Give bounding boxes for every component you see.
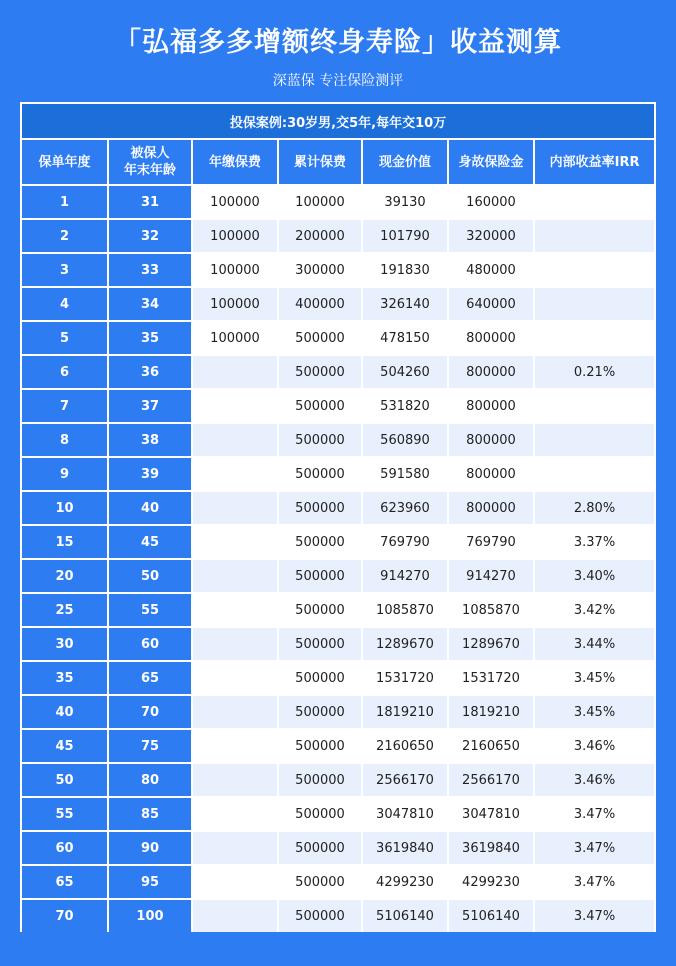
col-policy-year-cell: 10 — [22, 491, 108, 525]
col-cash-value-cell: 531820 — [362, 389, 448, 423]
table-row — [22, 661, 654, 695]
table-row — [22, 729, 654, 763]
col-death-benefit-cell: 160000 — [448, 185, 534, 219]
col-insured-age-cell: 39 — [108, 457, 192, 491]
table-body — [22, 185, 654, 932]
col-annual-premium-cell — [192, 729, 278, 763]
col-cash-value-cell: 1085870 — [362, 593, 448, 627]
col-policy-year-cell: 6 — [22, 355, 108, 389]
col-annual-premium-cell — [192, 661, 278, 695]
table-row — [22, 627, 654, 661]
col-insured-age-cell: 95 — [108, 865, 192, 899]
col-irr-cell — [534, 457, 654, 491]
case-row — [22, 104, 654, 139]
col-annual-premium-cell — [192, 899, 278, 932]
col-policy-year-cell: 70 — [22, 899, 108, 932]
col-death-benefit-cell: 3047810 — [448, 797, 534, 831]
col-policy-year-cell: 20 — [22, 559, 108, 593]
col-irr-cell — [534, 185, 654, 219]
col-insured-age-cell: 32 — [108, 219, 192, 253]
table-row — [22, 525, 654, 559]
col-cash-value-cell: 3619840 — [362, 831, 448, 865]
col-cash-value-cell: 1531720 — [362, 661, 448, 695]
col-death-benefit-cell: 800000 — [448, 389, 534, 423]
col-cash-value-cell: 478150 — [362, 321, 448, 355]
col-total-premium-cell: 500000 — [278, 695, 362, 729]
col-insured-age-cell: 100 — [108, 899, 192, 932]
col-insured-age-header — [108, 139, 192, 185]
header-label-line1: 内部收益率IRR — [549, 154, 640, 170]
col-insured-age-cell: 33 — [108, 253, 192, 287]
col-irr-cell: 3.45% — [534, 661, 654, 695]
table-row — [22, 763, 654, 797]
col-policy-year-cell: 50 — [22, 763, 108, 797]
col-irr-cell: 3.46% — [534, 729, 654, 763]
col-death-benefit-header — [448, 139, 534, 185]
col-total-premium-cell: 500000 — [278, 763, 362, 797]
col-cash-value-cell: 504260 — [362, 355, 448, 389]
col-policy-year-cell: 4 — [22, 287, 108, 321]
col-death-benefit-cell: 800000 — [448, 491, 534, 525]
col-irr-cell: 3.47% — [534, 797, 654, 831]
col-irr-cell: 3.47% — [534, 865, 654, 899]
col-death-benefit-cell: 769790 — [448, 525, 534, 559]
col-cash-value-cell: 1289670 — [362, 627, 448, 661]
col-death-benefit-cell: 1085870 — [448, 593, 534, 627]
col-death-benefit-cell: 2566170 — [448, 763, 534, 797]
col-annual-premium-cell — [192, 355, 278, 389]
col-policy-year-cell: 30 — [22, 627, 108, 661]
col-policy-year-cell: 60 — [22, 831, 108, 865]
col-total-premium-cell: 500000 — [278, 865, 362, 899]
col-cash-value-cell: 769790 — [362, 525, 448, 559]
table-row — [22, 559, 654, 593]
col-irr-cell — [534, 321, 654, 355]
col-death-benefit-cell: 640000 — [448, 287, 534, 321]
col-total-premium-cell: 200000 — [278, 219, 362, 253]
col-policy-year-cell: 45 — [22, 729, 108, 763]
col-total-premium-cell: 400000 — [278, 287, 362, 321]
col-total-premium-cell: 500000 — [278, 831, 362, 865]
col-annual-premium-cell: 100000 — [192, 321, 278, 355]
col-insured-age-cell: 36 — [108, 355, 192, 389]
col-death-benefit-cell: 1531720 — [448, 661, 534, 695]
case-label: 投保案例:30岁男,交5年,每年交10万 — [22, 104, 654, 139]
table-row — [22, 185, 654, 219]
header-label-line1: 现金价值 — [378, 154, 431, 170]
col-policy-year-cell: 55 — [22, 797, 108, 831]
col-annual-premium-cell — [192, 797, 278, 831]
col-cash-value-cell: 39130 — [362, 185, 448, 219]
header-label-line1: 被保人 — [130, 146, 170, 161]
col-policy-year-cell: 35 — [22, 661, 108, 695]
col-cash-value-header — [362, 139, 448, 185]
col-total-premium-cell: 500000 — [278, 593, 362, 627]
col-cash-value-cell: 101790 — [362, 219, 448, 253]
col-death-benefit-cell: 800000 — [448, 457, 534, 491]
header-label-line1: 年缴保费 — [208, 154, 261, 170]
table-row — [22, 457, 654, 491]
table-panel — [20, 102, 656, 932]
col-cash-value-cell: 914270 — [362, 559, 448, 593]
col-total-premium-cell: 500000 — [278, 627, 362, 661]
table-row — [22, 593, 654, 627]
col-death-benefit-cell: 1819210 — [448, 695, 534, 729]
col-cash-value-cell: 191830 — [362, 253, 448, 287]
table-row — [22, 797, 654, 831]
table-row — [22, 219, 654, 253]
col-policy-year-cell: 3 — [22, 253, 108, 287]
table-row — [22, 253, 654, 287]
col-death-benefit-cell: 800000 — [448, 423, 534, 457]
col-irr-cell — [534, 287, 654, 321]
col-cash-value-cell: 4299230 — [362, 865, 448, 899]
col-annual-premium-header — [192, 139, 278, 185]
col-irr-cell: 2.80% — [534, 491, 654, 525]
col-insured-age-cell: 90 — [108, 831, 192, 865]
col-total-premium-header — [278, 139, 362, 185]
col-death-benefit-cell: 914270 — [448, 559, 534, 593]
col-insured-age-cell: 40 — [108, 491, 192, 525]
col-policy-year-header — [22, 139, 108, 185]
col-policy-year-cell: 65 — [22, 865, 108, 899]
col-irr-cell: 3.37% — [534, 525, 654, 559]
col-death-benefit-cell: 3619840 — [448, 831, 534, 865]
col-annual-premium-cell — [192, 457, 278, 491]
col-insured-age-cell: 35 — [108, 321, 192, 355]
col-irr-cell — [534, 389, 654, 423]
col-death-benefit-cell: 4299230 — [448, 865, 534, 899]
table-row — [22, 287, 654, 321]
col-policy-year-cell: 25 — [22, 593, 108, 627]
col-irr-header — [534, 139, 654, 185]
table-row — [22, 389, 654, 423]
col-cash-value-cell: 623960 — [362, 491, 448, 525]
col-death-benefit-cell: 800000 — [448, 321, 534, 355]
col-annual-premium-cell — [192, 627, 278, 661]
col-death-benefit-cell: 480000 — [448, 253, 534, 287]
col-cash-value-cell: 326140 — [362, 287, 448, 321]
col-irr-cell — [534, 253, 654, 287]
col-annual-premium-cell — [192, 525, 278, 559]
page-title: 「弘福多多增额终身寿险」收益测算 — [114, 27, 562, 58]
col-insured-age-cell: 55 — [108, 593, 192, 627]
col-policy-year-cell: 40 — [22, 695, 108, 729]
table-row — [22, 321, 654, 355]
col-total-premium-cell: 500000 — [278, 525, 362, 559]
col-annual-premium-cell — [192, 695, 278, 729]
col-total-premium-cell: 100000 — [278, 185, 362, 219]
table-row — [22, 423, 654, 457]
table-row — [22, 899, 654, 932]
col-death-benefit-cell: 1289670 — [448, 627, 534, 661]
col-cash-value-cell: 2566170 — [362, 763, 448, 797]
col-insured-age-cell: 70 — [108, 695, 192, 729]
table-row — [22, 355, 654, 389]
col-insured-age-cell: 65 — [108, 661, 192, 695]
col-irr-cell: 3.46% — [534, 763, 654, 797]
header-label-line1: 保单年度 — [38, 154, 91, 170]
col-annual-premium-cell — [192, 865, 278, 899]
col-cash-value-cell: 3047810 — [362, 797, 448, 831]
col-insured-age-cell: 31 — [108, 185, 192, 219]
table-row — [22, 865, 654, 899]
header-label-line2: 年末年龄 — [123, 163, 176, 178]
col-irr-cell: 3.42% — [534, 593, 654, 627]
col-annual-premium-cell — [192, 423, 278, 457]
col-total-premium-cell: 500000 — [278, 321, 362, 355]
header-label-line1: 身故保险金 — [458, 154, 524, 170]
col-policy-year-cell: 15 — [22, 525, 108, 559]
col-annual-premium-cell — [192, 763, 278, 797]
col-annual-premium-cell — [192, 559, 278, 593]
col-annual-premium-cell: 100000 — [192, 185, 278, 219]
col-policy-year-cell: 2 — [22, 219, 108, 253]
col-insured-age-cell: 75 — [108, 729, 192, 763]
col-annual-premium-cell — [192, 389, 278, 423]
col-total-premium-cell: 500000 — [278, 797, 362, 831]
col-cash-value-cell: 591580 — [362, 457, 448, 491]
col-total-premium-cell: 300000 — [278, 253, 362, 287]
col-annual-premium-cell — [192, 593, 278, 627]
table-row — [22, 491, 654, 525]
col-insured-age-cell: 38 — [108, 423, 192, 457]
col-annual-premium-cell — [192, 831, 278, 865]
col-annual-premium-cell: 100000 — [192, 287, 278, 321]
col-irr-cell: 0.21% — [534, 355, 654, 389]
col-death-benefit-cell: 5106140 — [448, 899, 534, 932]
page-subtitle: 深蓝保 专注保险测评 — [272, 73, 404, 89]
col-irr-cell: 3.45% — [534, 695, 654, 729]
col-death-benefit-cell: 320000 — [448, 219, 534, 253]
col-irr-cell: 3.47% — [534, 831, 654, 865]
col-death-benefit-cell: 800000 — [448, 355, 534, 389]
col-insured-age-cell: 45 — [108, 525, 192, 559]
col-death-benefit-cell: 2160650 — [448, 729, 534, 763]
col-total-premium-cell: 500000 — [278, 729, 362, 763]
col-irr-cell: 3.47% — [534, 899, 654, 932]
col-insured-age-cell: 34 — [108, 287, 192, 321]
col-policy-year-cell: 7 — [22, 389, 108, 423]
col-insured-age-cell: 37 — [108, 389, 192, 423]
col-annual-premium-cell — [192, 491, 278, 525]
col-annual-premium-cell: 100000 — [192, 253, 278, 287]
col-cash-value-cell: 1819210 — [362, 695, 448, 729]
col-policy-year-cell: 9 — [22, 457, 108, 491]
col-total-premium-cell: 500000 — [278, 661, 362, 695]
col-total-premium-cell: 500000 — [278, 457, 362, 491]
col-insured-age-cell: 85 — [108, 797, 192, 831]
col-insured-age-cell: 60 — [108, 627, 192, 661]
col-total-premium-cell: 500000 — [278, 389, 362, 423]
col-irr-cell: 3.44% — [534, 627, 654, 661]
col-irr-cell: 3.40% — [534, 559, 654, 593]
col-total-premium-cell: 500000 — [278, 355, 362, 389]
col-total-premium-cell: 500000 — [278, 559, 362, 593]
col-irr-cell — [534, 219, 654, 253]
header-label-line1: 累计保费 — [293, 154, 346, 170]
col-cash-value-cell: 2160650 — [362, 729, 448, 763]
table-row — [22, 831, 654, 865]
table-row — [22, 695, 654, 729]
col-total-premium-cell: 500000 — [278, 899, 362, 932]
header-row — [22, 139, 654, 185]
col-total-premium-cell: 500000 — [278, 423, 362, 457]
col-insured-age-cell: 50 — [108, 559, 192, 593]
col-policy-year-cell: 8 — [22, 423, 108, 457]
col-cash-value-cell: 560890 — [362, 423, 448, 457]
col-cash-value-cell: 5106140 — [362, 899, 448, 932]
col-annual-premium-cell: 100000 — [192, 219, 278, 253]
col-irr-cell — [534, 423, 654, 457]
irr-table — [22, 104, 654, 932]
col-policy-year-cell: 5 — [22, 321, 108, 355]
col-policy-year-cell: 1 — [22, 185, 108, 219]
col-insured-age-cell: 80 — [108, 763, 192, 797]
col-total-premium-cell: 500000 — [278, 491, 362, 525]
